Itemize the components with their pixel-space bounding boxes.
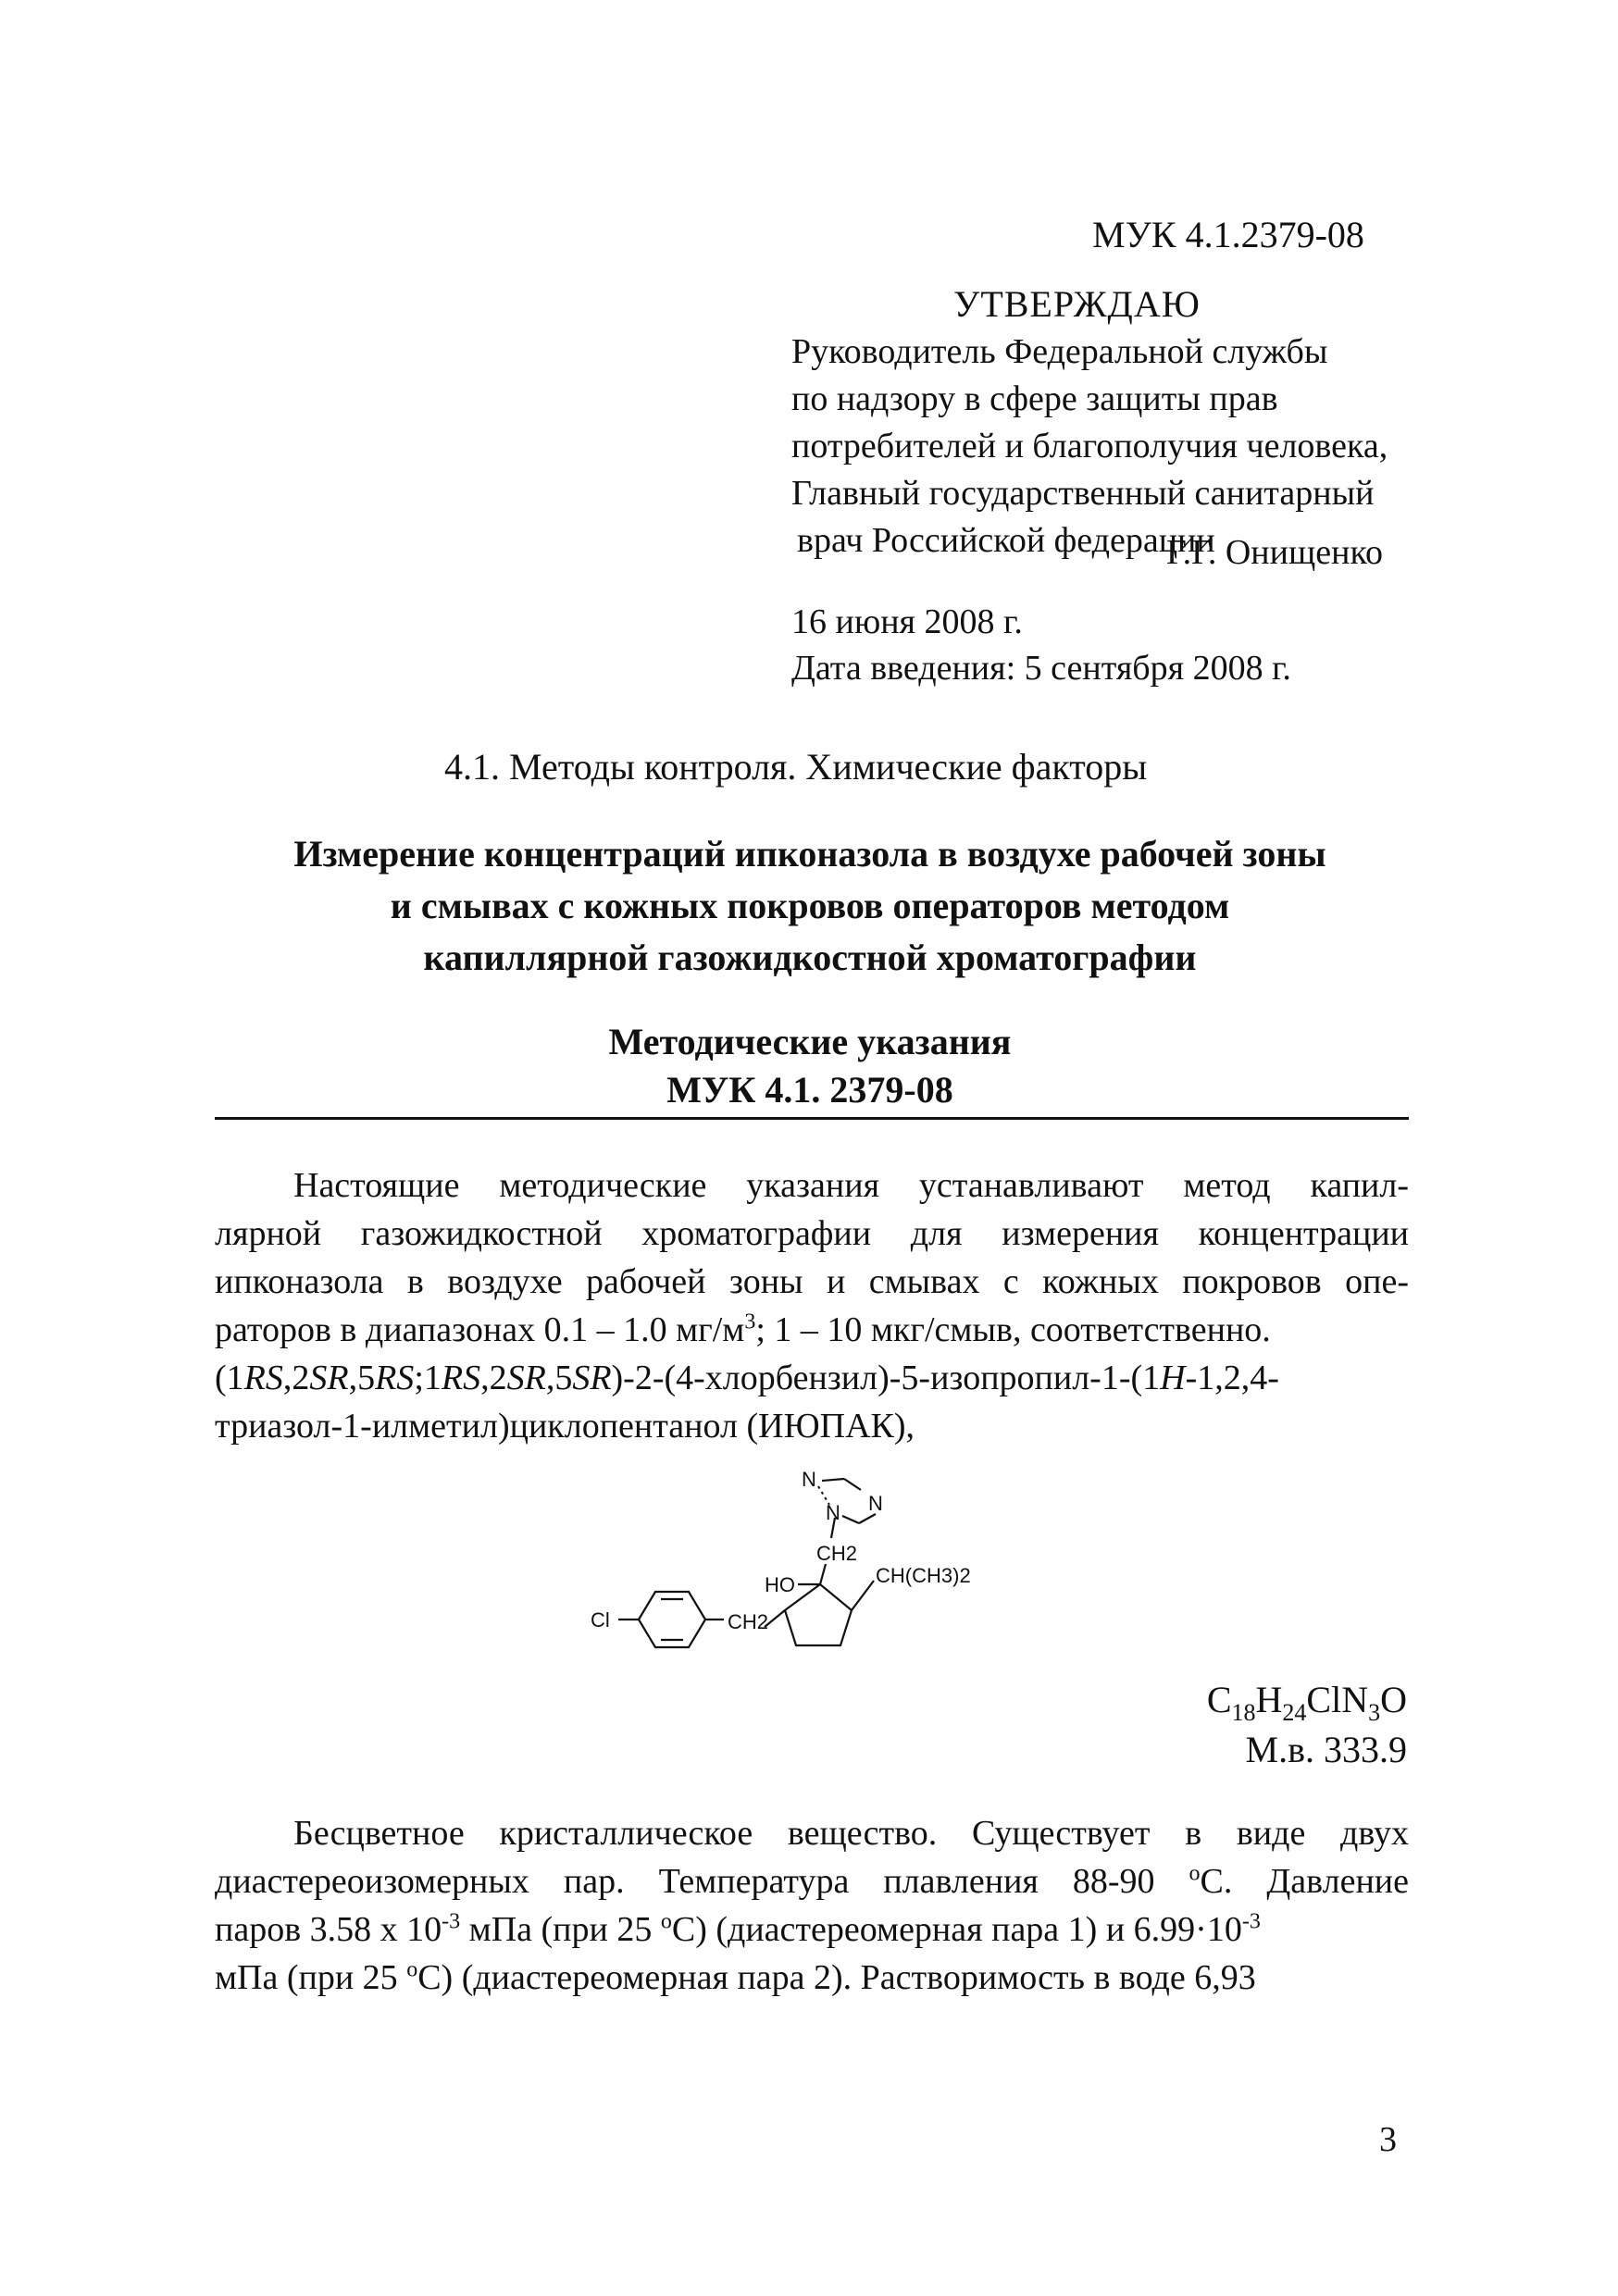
approval-date: 16 июня 2008 г. bbox=[791, 602, 1023, 641]
properties-paragraph bbox=[215, 1809, 1409, 2002]
introduction-date: Дата введения: 5 сентября 2008 г. bbox=[791, 649, 1291, 688]
para-line: триазол-1-илметил)циклопентанол (ИЮПАК), bbox=[215, 1407, 915, 1446]
signer-name: Г.Г. Онищенко bbox=[1166, 533, 1383, 572]
title-line: и смывах с кожных покровов операторов методом bbox=[390, 885, 1230, 926]
subtitle-text: Методические указания bbox=[608, 1021, 1012, 1062]
para-line: раторов в диапазонах 0.1 – 1.0 $мг/м^3$; 1 – 10 мкг/смыв, соответственно. bbox=[215, 1309, 1271, 1349]
approver-line: Главный государственный санитарный bbox=[791, 474, 1375, 513]
atom-label: CH2 bbox=[728, 1610, 769, 1633]
approver-title bbox=[791, 329, 1388, 565]
atom-label: Cl bbox=[591, 1608, 610, 1632]
approver-line: Руководитель Федеральной службы bbox=[791, 332, 1328, 371]
approval-heading: УТВЕРЖДАЮ bbox=[953, 283, 1201, 325]
atom-label: CH(CH3)2 bbox=[876, 1564, 971, 1587]
atom-label: N bbox=[826, 1501, 840, 1524]
para-line: Настоящие методические указания устанавливают метод капил- bbox=[293, 1166, 1409, 1205]
para-line: мПа (при 25 $^o$С) (диастереомерная пара 2). Растворимость в воде 6,93 bbox=[215, 1957, 1256, 1997]
molecular-weight: М.в. 333.9 bbox=[1245, 1729, 1407, 1770]
atom-label: N bbox=[802, 1468, 816, 1491]
para-line: лярной газожидкостной хроматографии для измерения концентрации bbox=[215, 1214, 1409, 1253]
para-line: ипконазола в воздухе рабочей зоны и смывах с кожных покровов опе- bbox=[215, 1262, 1409, 1301]
para-line: Бесцветное кристаллическое вещество. Существует в виде двух bbox=[293, 1814, 1409, 1853]
molecular-formula bbox=[1207, 1675, 1407, 1775]
formula-text: $C_{18}H_{24}ClN_3O$ bbox=[1206, 1679, 1407, 1726]
atom-label: N bbox=[868, 1492, 883, 1515]
approver-line: по надзору в сфере защиты прав bbox=[791, 379, 1278, 418]
para-line: диастереоизомерных пар. Температура плавления 88-90 $^o$С. Давление bbox=[215, 1861, 1409, 1901]
approver-line: врач Российской федерации bbox=[797, 521, 1215, 560]
atom-label: HO bbox=[765, 1573, 795, 1596]
approver-line: потребителей и благополучия человека, bbox=[791, 427, 1388, 465]
atom-label: CH2 bbox=[816, 1542, 858, 1565]
document-code: МУК 4.1.2379-08 bbox=[1092, 214, 1364, 255]
intro-paragraph bbox=[215, 1161, 1409, 1450]
subtitle-code: МУК 4.1. 2379-08 bbox=[666, 1069, 953, 1111]
document-subtitle bbox=[204, 1018, 1416, 1114]
title-rule bbox=[215, 1117, 1409, 1120]
document-title bbox=[204, 828, 1416, 984]
structural-formula bbox=[583, 1462, 1064, 1666]
section-heading: 4.1. Методы контроля. Химические факторы bbox=[444, 746, 1148, 788]
title-line: капиллярной газожидкостной хроматографии bbox=[423, 937, 1197, 978]
title-line: Измерение концентраций ипконазола в воздухе рабочей зоны bbox=[293, 833, 1326, 875]
iupac-name: (1RS,2SR,5RS;1RS,2SR,5SR)-2-(4-хлорбензил)-5-изопропил-1-(1H-1,2,4- bbox=[215, 1359, 1279, 1397]
page-number: 3 bbox=[1379, 2120, 1397, 2159]
para-line: паров 3.58 x $10^{-3}$ мПа (при 25 $^o$С) (диастереомерная пара 1) и $6.99\cdot 10^{-3}$ bbox=[215, 1909, 1261, 1949]
